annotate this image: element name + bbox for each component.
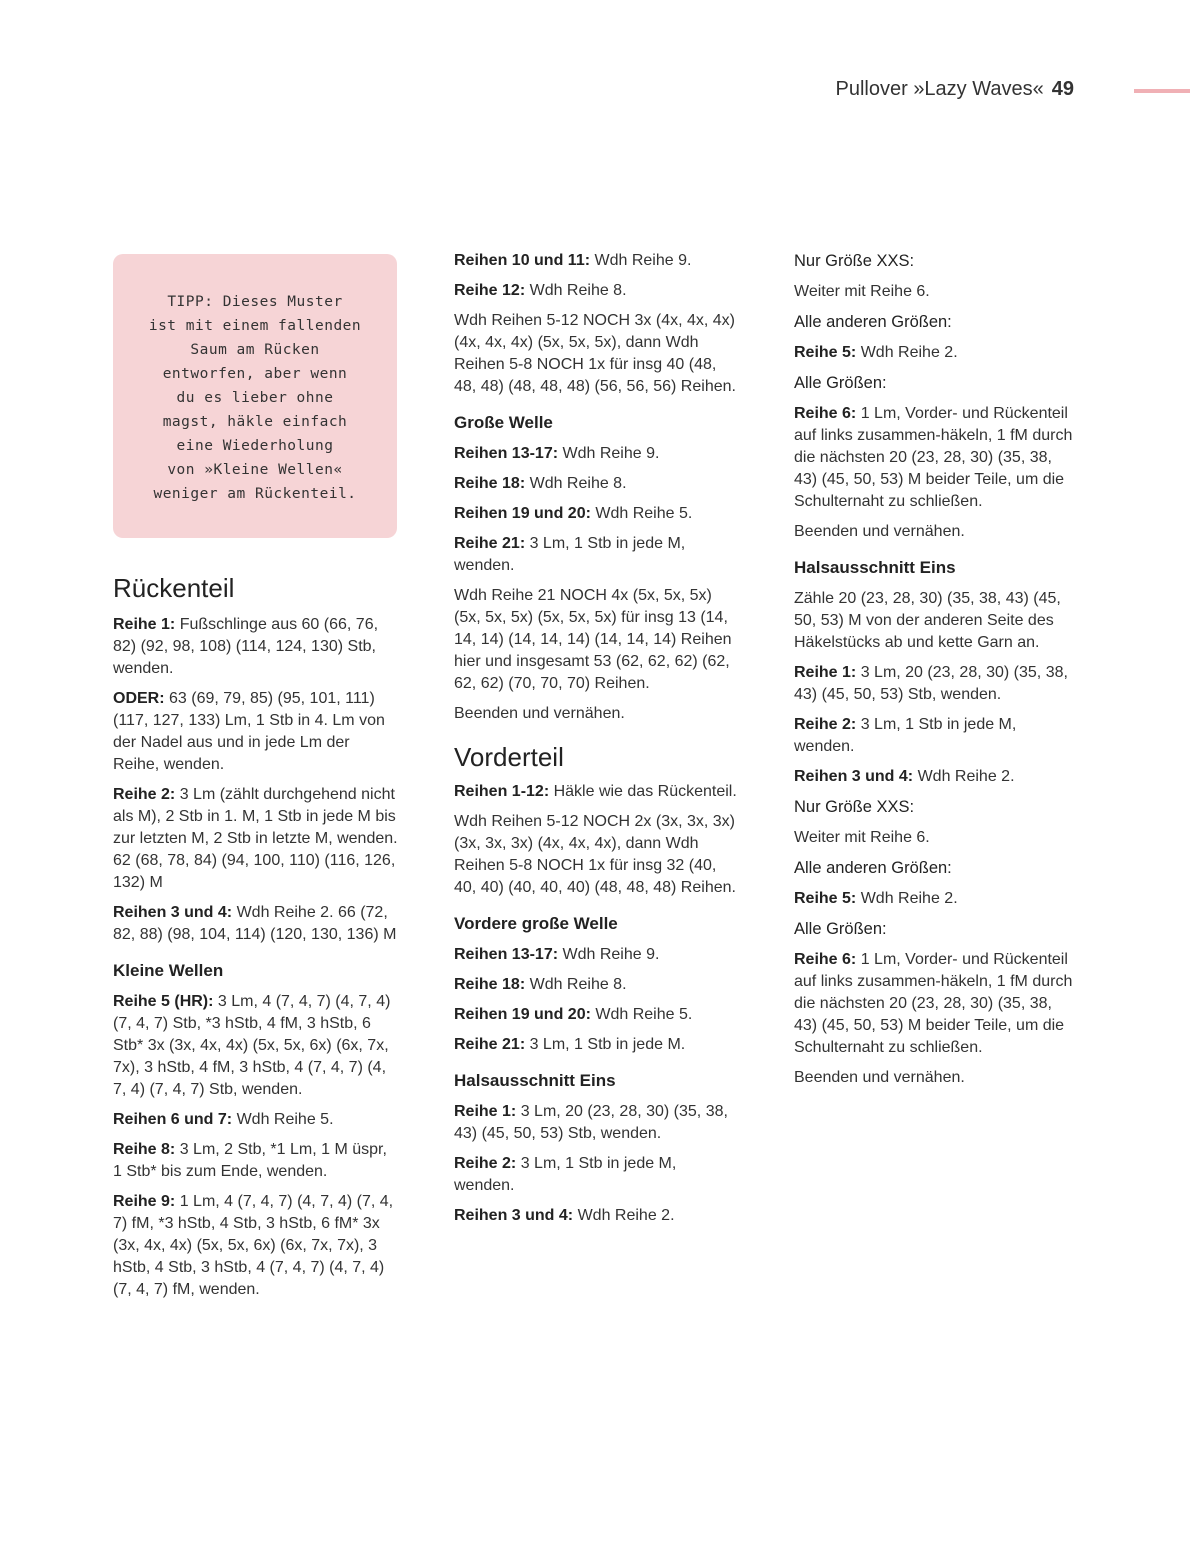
tip-line: ist mit einem fallenden [148,318,362,334]
tip-line: TIPP: Dieses Muster [167,294,343,310]
instruction: Reihen 3 und 4: Wdh Reihe 2. [454,1207,675,1224]
instruction: Reihe 6: 1 Lm, Vorder- und Rückenteil auf links zusammen-häkeln, 1 fM durch die nächsten 20 (23, 28, 30) (35, 38, 43) (45, 50, 53) M beider Teile, um die Schulternaht zu schließen. [794,951,1073,1056]
instruction: Reihe 1: 3 Lm, 20 (23, 28, 30) (35, 38, 43) (45, 50, 53) Stb, wenden. [454,1103,728,1142]
subsection-heading: Vordere große Welle [454,914,618,933]
instruction: Reihe 5 (HR): 3 Lm, 4 (7, 4, 7) (4, 7, 4) (7, 4, 7) Stb, *3 hStb, 4 fM, 3 hStb, 6 Stb* 3x (3x, 4x, 4x) (5x, 5x, 6x) (6x, 7x, 7x), 3 hStb, 4 fM, 3 hStb, 4 (7, 4, 7) (4, 7, 4) (7, 4, 7) Stb, wenden. [113,993,391,1098]
size-heading: Alle Größen: [794,374,887,392]
section-heading: Rückenteil [113,573,235,603]
tip-line: weniger am Rückenteil. [153,486,357,502]
instruction: Reihe 21: 3 Lm, 1 Stb in jede M. [454,1036,686,1053]
instruction: Reihe 5: Wdh Reihe 2. [794,344,958,361]
paragraph: Beenden und vernähen. [794,1069,965,1086]
header-accent-bar [1134,89,1190,93]
instruction: Reihen 3 und 4: Wdh Reihe 2. [794,768,1015,785]
column-middle [454,250,739,1235]
instruction: Reihen 6 und 7: Wdh Reihe 5. [113,1111,334,1128]
paragraph: Weiter mit Reihe 6. [794,829,930,846]
instruction: Reihen 13-17: Wdh Reihe 9. [454,946,660,963]
paragraph: Wdh Reihen 5-12 NOCH 2x (3x, 3x, 3x) (3x, 3x, 3x) (4x, 4x, 4x), dann Wdh Reihen 5-8 NOCH 1x für insg 32 (40, 40, 40) (40, 40, 40) (48, 48, 48) Reihen. [454,813,736,896]
column-left [113,254,398,1309]
tip-line: eine Wiederholung [176,438,334,454]
instruction: Reihe 1: 3 Lm, 20 (23, 28, 30) (35, 38, 43) (45, 50, 53) Stb, wenden. [794,664,1068,703]
paragraph: Wdh Reihen 5-12 NOCH 3x (4x, 4x, 4x) (4x, 4x, 4x) (5x, 5x, 5x), dann Wdh Reihen 5-8 NOCH 1x für insg 40 (48, 48, 48) (48, 48, 48) (56, 56, 56) Reihen. [454,312,736,395]
tip-line: magst, häkle einfach [162,414,348,430]
subsection-heading: Kleine Wellen [113,961,224,980]
column-right [794,250,1079,1097]
running-header [836,78,1075,101]
paragraph: Beenden und vernähen. [454,705,625,722]
subsection-heading: Halsausschnitt Eins [454,1071,616,1090]
instruction: Reihe 18: Wdh Reihe 8. [454,475,627,492]
section-heading: Vorderteil [454,742,564,772]
size-heading: Alle anderen Größen: [794,859,952,877]
tip-box [113,254,397,538]
header-title: Pullover »Lazy Waves« [835,78,1044,100]
paragraph: Zähle 20 (23, 28, 30) (35, 38, 43) (45, 50, 53) M von der anderen Seite des Häkelstücks ab und kette Garn an. [794,590,1061,651]
instruction: ODER: 63 (69, 79, 85) (95, 101, 111) (117, 127, 133) Lm, 1 Stb in 4. Lm von der Nadel aus und in jede Lm der Reihe, wenden. [113,690,385,773]
subsection-heading: Große Welle [454,413,553,432]
instruction: Reihe 6: 1 Lm, Vorder- und Rückenteil auf links zusammen-häkeln, 1 fM durch die nächsten 20 (23, 28, 30) (35, 38, 43) (45, 50, 53) M beider Teile, um die Schulternaht zu schließen. [794,405,1073,510]
instruction: Reihe 18: Wdh Reihe 8. [454,976,627,993]
instruction: Reihen 19 und 20: Wdh Reihe 5. [454,1006,693,1023]
subsection-heading: Halsausschnitt Eins [794,558,956,577]
tip-line: entworfen, aber wenn [162,366,348,382]
instruction: Reihe 12: Wdh Reihe 8. [454,282,627,299]
tip-line: Saum am Rücken [190,342,320,358]
instruction: Reihen 10 und 11: Wdh Reihe 9. [454,252,692,269]
instruction: Reihe 21: 3 Lm, 1 Stb in jede M, wenden. [454,535,686,574]
instruction: Reihe 1: Fußschlinge aus 60 (66, 76, 82) (92, 98, 108) (114, 124, 130) Stb, wenden. [113,616,379,677]
paragraph: Beenden und vernähen. [794,523,965,540]
instruction: Reihe 8: 3 Lm, 2 Stb, *1 Lm, 1 M üspr, 1 Stb* bis zum Ende, wenden. [113,1141,387,1180]
instruction: Reihe 2: 3 Lm, 1 Stb in jede M, wenden. [794,716,1017,755]
size-heading: Nur Größe XXS: [794,252,915,270]
size-heading: Alle Größen: [794,920,887,938]
page-number: 49 [1051,78,1074,100]
instruction: Reihen 1-12: Häkle wie das Rückenteil. [454,783,737,800]
tip-line: von »Kleine Wellen« [167,462,343,478]
instruction: Reihen 3 und 4: Wdh Reihe 2. 66 (72, 82, 88) (98, 104, 114) (120, 130, 136) M [113,904,397,943]
instruction: Reihe 2: 3 Lm, 1 Stb in jede M, wenden. [454,1155,677,1194]
paragraph: Wdh Reihe 21 NOCH 4x (5x, 5x, 5x) (5x, 5x, 5x) (5x, 5x, 5x) für insg 13 (14, 14, 14) (14, 14, 14) (14, 14, 14) Reihen hier und insgesamt 53 (62, 62, 62) (62, 62, 62) (70, 70, 70) Reihen. [454,587,732,692]
size-heading: Nur Größe XXS: [794,798,915,816]
instruction: Reihe 2: 3 Lm (zählt durchgehend nicht als M), 2 Stb in 1. M, 1 Stb in jede M bis zur letzten M, 2 Stb in letzte M, wenden. 62 (68, 78, 84) (94, 100, 110) (116, 126, 132) M [113,786,398,891]
paragraph: Weiter mit Reihe 6. [794,283,930,300]
instruction: Reihen 13-17: Wdh Reihe 9. [454,445,660,462]
size-heading: Alle anderen Größen: [794,313,952,331]
instruction: Reihe 5: Wdh Reihe 2. [794,890,958,907]
instruction: Reihe 9: 1 Lm, 4 (7, 4, 7) (4, 7, 4) (7, 4, 7) fM, *3 hStb, 4 Stb, 3 hStb, 6 fM* 3x (3x, 4x, 4x) (5x, 5x, 6x) (6x, 7x, 7x), 3 hStb, 4 Stb, 3 hStb, 4 (7, 4, 7) (4, 7, 4) (7, 4, 7) fM, wenden. [113,1193,394,1298]
tip-line: du es lieber ohne [176,390,334,406]
instruction: Reihen 19 und 20: Wdh Reihe 5. [454,505,693,522]
